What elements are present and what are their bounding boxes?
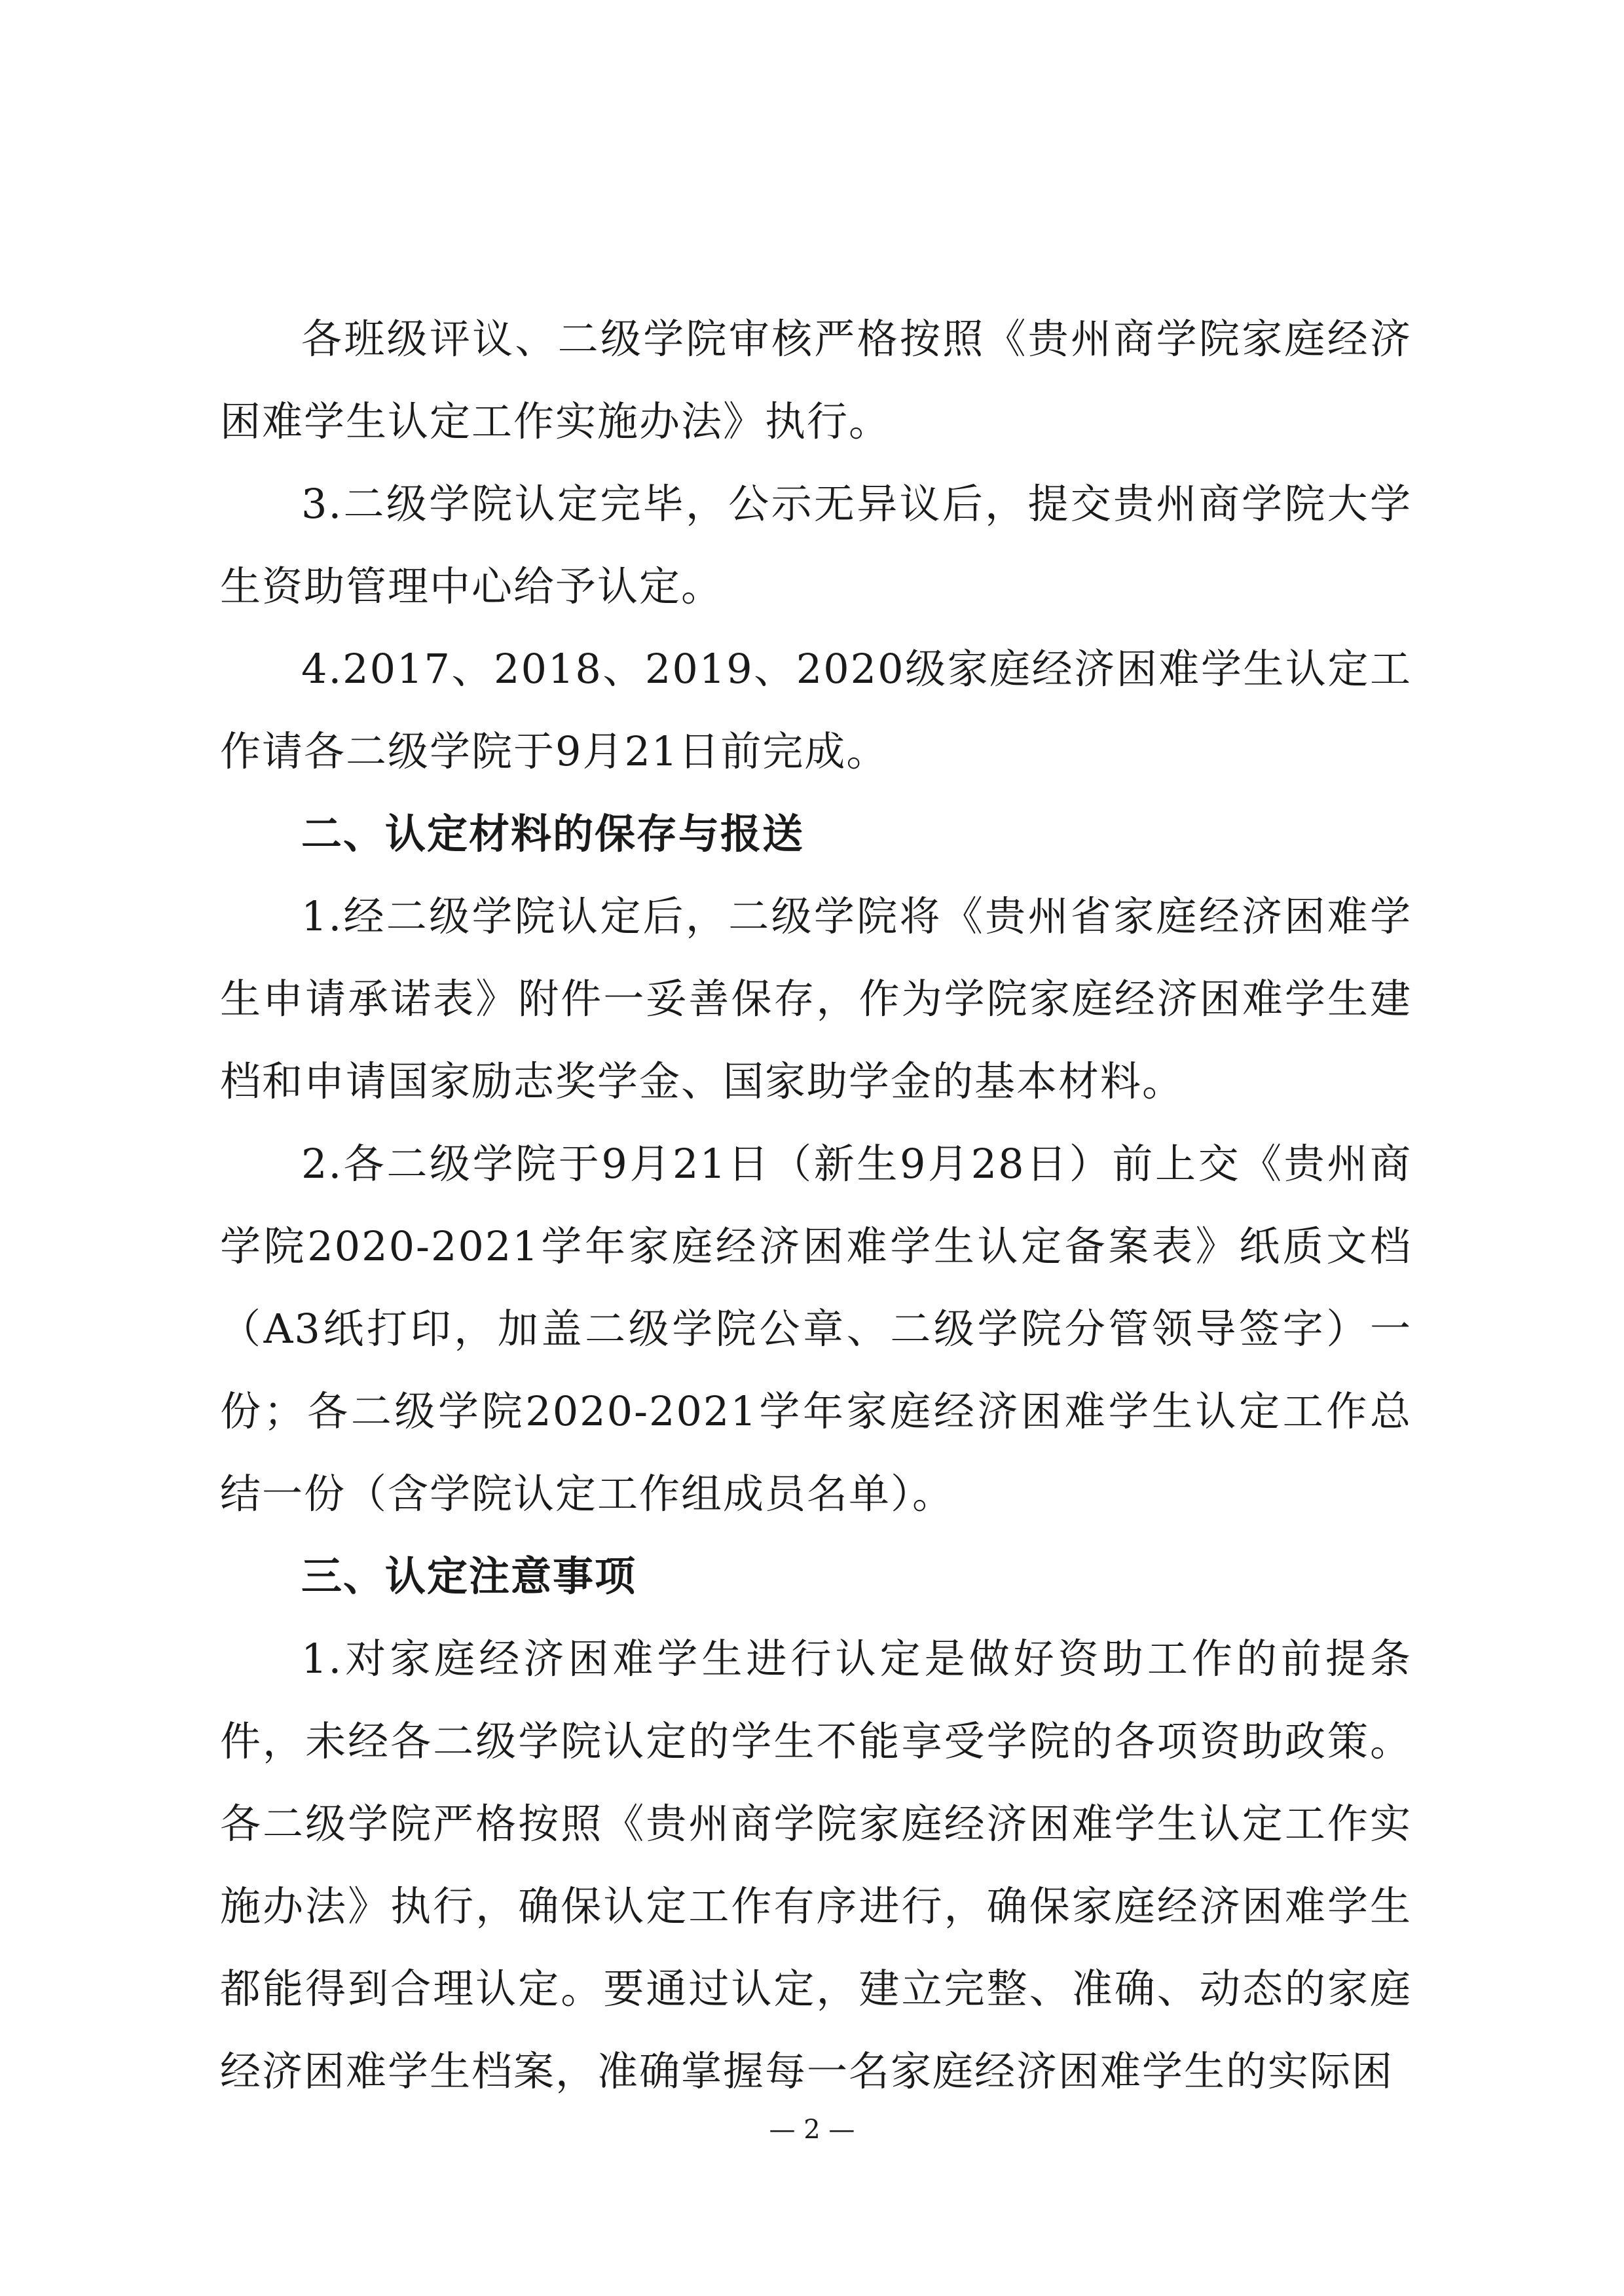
section-heading-notes: 三、认定注意事项 [301,1552,637,1600]
document-body [220,298,1412,2113]
section-heading-materials: 二、认定材料的保存与报送 [301,810,805,858]
paragraph-item-3-submission: 3.二级学院认定完毕，公示无异议后，提交贵州商学院大学生资助管理中心给予认定。 [220,480,1412,610]
paragraph-notes-item-1: 1.对家庭经济困难学生进行认定是做好资助工作的前提条件，未经各二级学院认定的学生不能享受学院的各项资助政策。各二级学院严格按照《贵州商学院家庭经济困难学生认定工作实施办法》执行，确保认定工作有序进行，确保家庭经济困难学生都能得到合理认定。要通过认定，建立完整、准确、动态的家庭经济困难学生档案，准确掌握每一名家庭经济困难学生的实际困 [220,1635,1412,2095]
paragraph-review-procedure: 各班级评议、二级学院审核严格按照《贵州商学院家庭经济困难学生认定工作实施办法》执行。 [220,315,1412,445]
paragraph-materials-item-2: 2.各二级学院于9月21日（新生9月28日）前上交《贵州商学院2020-2021学年家庭经济困难学生认定备案表》纸质文档（A3纸打印，加盖二级学院公章、二级学院分管领导签字）一份；各二级学院2020-2021学年家庭经济困难学生认定工作总结一份（含学院认定工作组成员名单）。 [220,1140,1412,1518]
page-number: — 2 — [769,2115,855,2145]
paragraph-materials-item-1: 1.经二级学院认定后，二级学院将《贵州省家庭经济困难学生申请承诺表》附件一妥善保存，作为学院家庭经济困难学生建档和申请国家励志奖学金、国家助学金的基本材料。 [220,892,1412,1105]
paragraph-item-4-deadline: 4.2017、2018、2019、2020级家庭经济困难学生认定工作请各二级学院于9月21日前完成。 [220,645,1412,775]
